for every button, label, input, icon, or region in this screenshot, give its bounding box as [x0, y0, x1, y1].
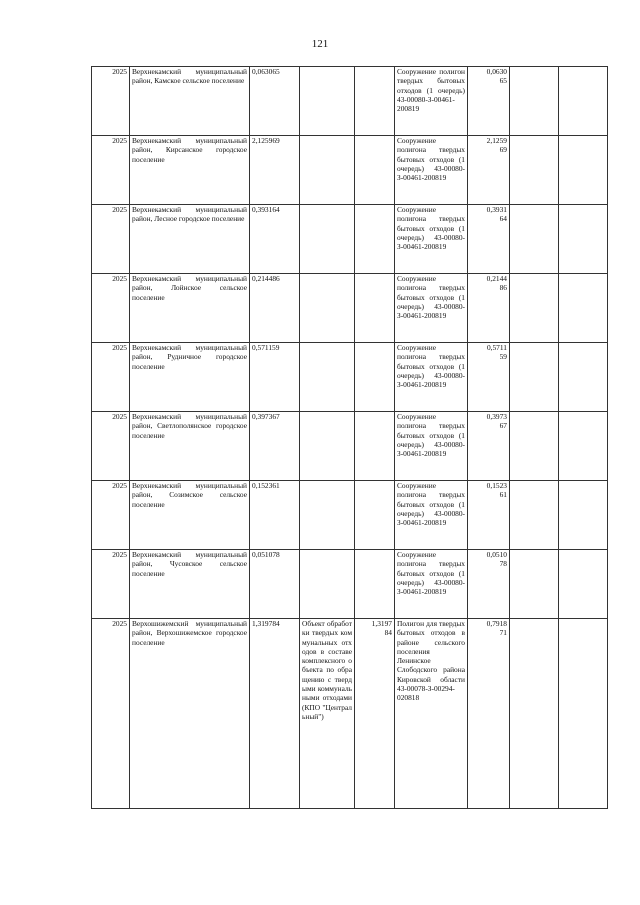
- object-value-cell: [355, 619, 395, 809]
- value-cell-text: 1,319784: [252, 619, 280, 628]
- municipality-cell-text: Верхнекамский муниципальный район, Лойнское сельское поселение: [132, 274, 247, 302]
- municipality-cell: [130, 481, 250, 550]
- capacity-cell: [468, 619, 510, 809]
- empty-cell: [510, 412, 559, 481]
- municipality-cell: [130, 619, 250, 809]
- object-cell: [300, 550, 355, 619]
- object-value-cell: [355, 67, 395, 136]
- empty-cell: [510, 343, 559, 412]
- year-cell: [92, 205, 130, 274]
- year-cell: [92, 481, 130, 550]
- value-cell: [250, 67, 300, 136]
- facility-cell-text: Сооружение полигона твердых бытовых отходов (1 очередь) 43-00080-З-00461-200819: [397, 274, 465, 321]
- municipality-cell: [130, 205, 250, 274]
- empty-cell: [559, 619, 608, 809]
- capacity-cell-text: 0,5711 59: [486, 343, 507, 362]
- facility-cell-text: Сооружение полигона твердых бытовых отходов (1 очередь) 43-00080-З-00461-200819: [397, 481, 465, 528]
- value-cell: [250, 481, 300, 550]
- page-number: 121: [311, 38, 329, 50]
- municipality-cell-text: Верхнекамский муниципальный район, Рудничное городское поселение: [132, 343, 247, 371]
- year-cell: [92, 619, 130, 809]
- empty-cell: [510, 619, 559, 809]
- value-cell-text: 2,125969: [252, 136, 280, 145]
- value-cell-text: 0,214486: [252, 274, 280, 283]
- municipality-cell: [130, 412, 250, 481]
- allocation-table: [91, 66, 608, 809]
- empty-cell: [559, 67, 608, 136]
- value-cell-text: 0,393164: [252, 205, 280, 214]
- facility-cell-text: Сооружение полигона твердых бытовых отходов (1 очередь) 43-00080-З-00461-200819: [397, 205, 465, 252]
- municipality-cell-text: Верхнекамский муниципальный район, Камское сельское поселение: [132, 67, 247, 86]
- facility-cell-text: Сооружение полигона твердых бытовых отходов (1 очередь) 43-00080-З-00461-200819: [397, 412, 465, 459]
- capacity-cell-text: 0,7918 71: [486, 619, 507, 638]
- year-cell-text: 2025: [112, 619, 127, 628]
- object-cell: [300, 343, 355, 412]
- facility-cell: [395, 481, 468, 550]
- facility-cell: [395, 136, 468, 205]
- year-cell: [92, 274, 130, 343]
- facility-cell: [395, 343, 468, 412]
- value-cell-text: 0,063065: [252, 67, 280, 76]
- table-row: [92, 274, 608, 343]
- value-cell: [250, 343, 300, 412]
- facility-cell-text: Сооружение полигона твердых бытовых отходов (1 очередь) 43-00080-З-00461-200819: [397, 550, 465, 597]
- facility-cell-text: Сооружение полигона твердых бытовых отходов (1 очередь) 43-00080-З-00461-200819: [397, 136, 465, 183]
- table-row: [92, 205, 608, 274]
- facility-cell: [395, 274, 468, 343]
- table-row: [92, 136, 608, 205]
- capacity-cell: [468, 412, 510, 481]
- municipality-cell-text: Верхнекамский муниципальный район, Лесное городское поселение: [132, 205, 247, 224]
- municipality-cell-text: Верхнекамский муниципальный район, Кирсанское городское поселение: [132, 136, 247, 164]
- value-cell: [250, 619, 300, 809]
- capacity-cell-text: 0,0630 65: [486, 67, 507, 86]
- value-cell: [250, 274, 300, 343]
- table-row: [92, 550, 608, 619]
- capacity-cell: [468, 481, 510, 550]
- empty-cell: [510, 481, 559, 550]
- facility-cell: [395, 619, 468, 809]
- value-cell-text: 0,571159: [252, 343, 280, 352]
- municipality-cell: [130, 550, 250, 619]
- year-cell: [92, 550, 130, 619]
- capacity-cell: [468, 550, 510, 619]
- year-cell-text: 2025: [112, 550, 127, 559]
- capacity-cell-text: 0,0510 78: [486, 550, 507, 569]
- facility-cell: [395, 550, 468, 619]
- value-cell: [250, 205, 300, 274]
- empty-cell: [510, 274, 559, 343]
- year-cell: [92, 136, 130, 205]
- year-cell-text: 2025: [112, 205, 127, 214]
- object-cell: [300, 481, 355, 550]
- table-row: [92, 343, 608, 412]
- facility-cell-text: Полигон для твердых бытовых отходов в районе сельского поселения Ленинское Слободского района Кировской области 43-00078-З-00294-020818: [397, 619, 465, 703]
- facility-cell: [395, 205, 468, 274]
- facility-cell-text: Сооружение полигона твердых бытовых отходов (1 очередь) 43-00080-З-00461-200819: [397, 343, 465, 390]
- object-value-cell: [355, 274, 395, 343]
- empty-cell: [559, 412, 608, 481]
- capacity-cell: [468, 136, 510, 205]
- empty-cell: [559, 136, 608, 205]
- table-body: [92, 67, 608, 809]
- value-cell-text: 0,152361: [252, 481, 280, 490]
- municipality-cell: [130, 136, 250, 205]
- year-cell-text: 2025: [112, 67, 127, 76]
- value-cell-text: 0,397367: [252, 412, 280, 421]
- facility-cell: [395, 412, 468, 481]
- capacity-cell-text: 0,3931 64: [486, 205, 507, 224]
- facility-cell: [395, 67, 468, 136]
- object-value-cell: [355, 136, 395, 205]
- capacity-cell-text: 0,2144 86: [486, 274, 507, 293]
- object-value-cell: [355, 343, 395, 412]
- object-cell: [300, 274, 355, 343]
- empty-cell: [559, 550, 608, 619]
- municipality-cell-text: Верхошижемский муниципальный район, Верхошижемское городское поселение: [132, 619, 247, 647]
- empty-cell: [559, 343, 608, 412]
- facility-cell-text: Сооружение полигон твердых бытовых отходов (1 очередь) 43-00080-З-00461-200819: [397, 67, 465, 114]
- object-cell-text: Объект обработки твердых коммунальных отходов в составе комплексного объекта по обращению с твердыми коммунальными отходами (КПО "Центральный"): [302, 619, 352, 721]
- value-cell: [250, 550, 300, 619]
- capacity-cell-text: 0,3973 67: [486, 412, 507, 431]
- object-cell: [300, 412, 355, 481]
- year-cell: [92, 67, 130, 136]
- municipality-cell-text: Верхнекамский муниципальный район, Светлополянское городское поселение: [132, 412, 247, 440]
- empty-cell: [510, 67, 559, 136]
- year-cell-text: 2025: [112, 343, 127, 352]
- capacity-cell-text: 2,1259 69: [486, 136, 507, 155]
- year-cell: [92, 343, 130, 412]
- capacity-cell-text: 0,1523 61: [486, 481, 507, 500]
- capacity-cell: [468, 343, 510, 412]
- empty-cell: [559, 274, 608, 343]
- table-row: [92, 412, 608, 481]
- year-cell: [92, 412, 130, 481]
- object-value-cell: [355, 205, 395, 274]
- municipality-cell: [130, 274, 250, 343]
- object-cell: [300, 205, 355, 274]
- value-cell: [250, 412, 300, 481]
- object-value-cell: [355, 481, 395, 550]
- municipality-cell-text: Верхнекамский муниципальный район, Чусовское сельское поселение: [132, 550, 247, 578]
- object-value-cell: [355, 412, 395, 481]
- capacity-cell: [468, 205, 510, 274]
- year-cell-text: 2025: [112, 274, 127, 283]
- empty-cell: [510, 136, 559, 205]
- value-cell: [250, 136, 300, 205]
- capacity-cell: [468, 67, 510, 136]
- object-cell: [300, 67, 355, 136]
- capacity-cell: [468, 274, 510, 343]
- municipality-cell-text: Верхнекамский муниципальный район, Созимское сельское поселение: [132, 481, 247, 509]
- object-value-cell-text: 1,3197 84: [371, 619, 392, 638]
- municipality-cell: [130, 67, 250, 136]
- year-cell-text: 2025: [112, 481, 127, 490]
- object-cell: [300, 619, 355, 809]
- table-row: [92, 481, 608, 550]
- empty-cell: [510, 205, 559, 274]
- table-row: [92, 619, 608, 809]
- empty-cell: [559, 205, 608, 274]
- year-cell-text: 2025: [112, 136, 127, 145]
- empty-cell: [559, 481, 608, 550]
- empty-cell: [510, 550, 559, 619]
- object-cell: [300, 136, 355, 205]
- table-row: [92, 67, 608, 136]
- object-value-cell: [355, 550, 395, 619]
- year-cell-text: 2025: [112, 412, 127, 421]
- value-cell-text: 0,051078: [252, 550, 280, 559]
- municipality-cell: [130, 343, 250, 412]
